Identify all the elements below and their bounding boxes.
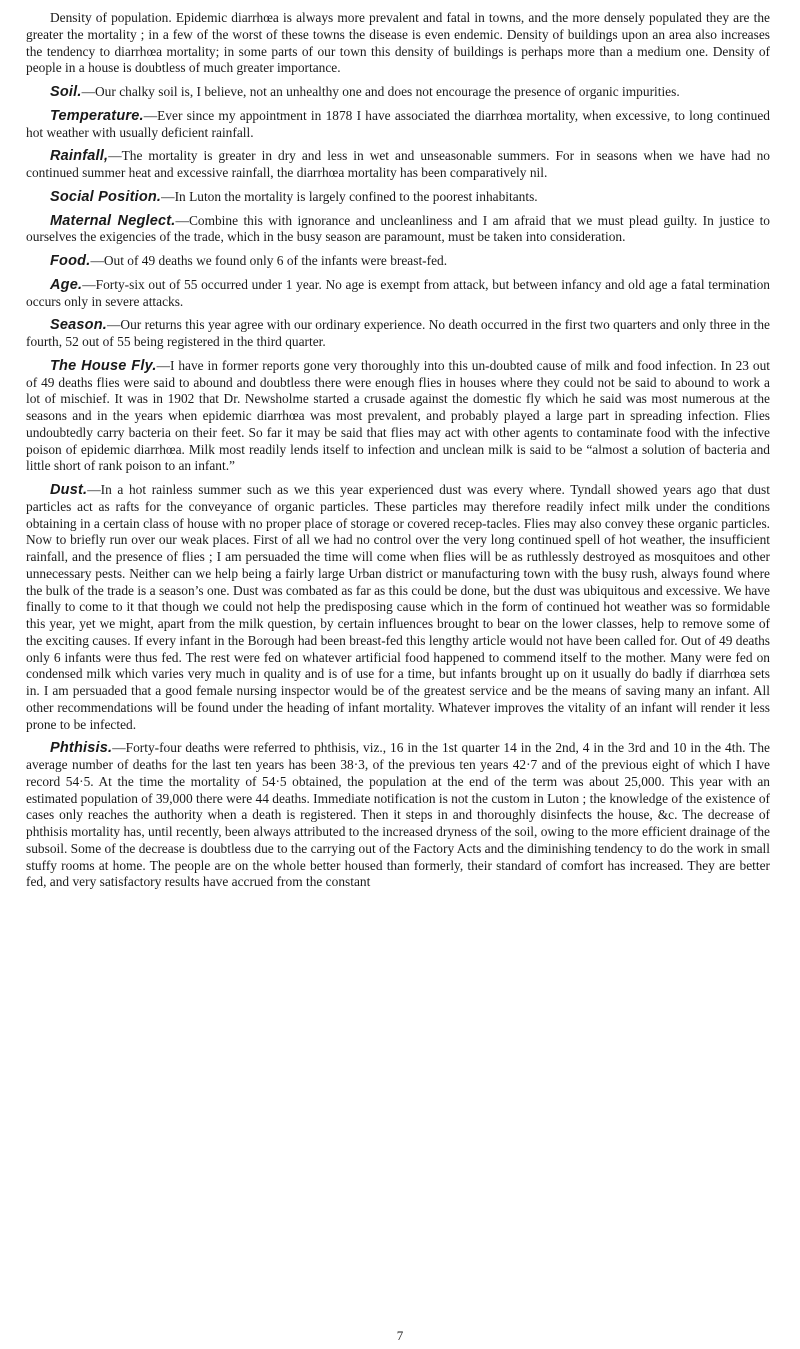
para-text: —In a hot rainless summer such as we this year experienced dust was every where. Tyndall showed years ago that dust particles act as rafts for the conveyance of organic particles. These particles may therefore readily infect milk under the conditions obtaining in a certain class of house with no proper place of storage or covered recep-tacles. Flies may also convey these organic particles. Now to briefly run over our weak places. First of all we had no control over the very long continued spell of hot weather, the insufficient rainfall, and the presence of flies ; I am persuaded the time will come when flies will be as ruthlessly destroyed as mosquitoes and other unnecessary pests. Neither can we help being a fairly large Urban district or manufacturing town with the busy rush, always found where the bulk of the trade is a season’s one. Dust was combated as far as this could be done, but the dust was ubiquitous and excessive. We have finally to come to it that though we could not help the predisposing cause which in the form of continued hot weather was so formidable this year, yet we might, apart from the milk question, by certain influences brought to bear on the lower classes, help to remove some of the exciting causes. If every infant in the Borough had been breast-fed this lengthy article would not have been called for. Out of 49 deaths only 6 infants were thus fed. The rest were fed on whatever artificial food happened to commend itself to the mother. Many were fed on condensed milk which varies very much in quality and is of use for a time, but infants brought up on it usually do badly if diarrhœa sets in. I am persuaded that a good female nursing inspector would be of the greatest service and be the means of saving many an infant. All other recommendations will be found under the heading of infant mortality. Whatever improves the vitality of an infant will render it less prone to be infected.: [26, 482, 770, 732]
para-heading: Phthisis.: [50, 740, 113, 757]
para-age: [26, 277, 770, 311]
para-soil: [26, 84, 770, 101]
para-heading: Dust.: [50, 482, 88, 498]
para-density: [26, 10, 770, 77]
para-text: —Our chalky soil is, I believe, not an unhealthy one and does not encourage the presence of organic impurities.: [81, 84, 680, 99]
para-food: [26, 253, 770, 270]
para-text: —Ever since my appointment in 1878 I have associated the diarrhœa mortality, when excessive, to long continued hot weather with usually deficient rainfall.: [26, 107, 770, 140]
para-social-position: [26, 189, 770, 206]
para-heading: Food.: [50, 253, 91, 269]
para-house-fly: [26, 358, 770, 475]
para-heading: Rainfall,: [50, 148, 109, 165]
para-maternal-neglect: [26, 213, 770, 247]
para-text: —I have in former reports gone very thoroughly into this un-doubted cause of milk and food infection. In 23 out of 49 deaths flies were said to abound and doubtless there were enough flies in houses where they could not be said to abound to work a lot of mischief. It was in 1902 that Dr. Newsholme started a crusade against the domestic fly which he said was most numerous at the seasons and in the years when epidemic diarrhœa was most prevalent, and probably played a large part in spreading infection. Flies undoubtedly carry bacteria on their feet. So far it may be said that flies may act with other agents to contaminate food with the infective poison of epidemic diarrhœa. Milk most readily lends itself to infection and unclean milk is said to be “almost a solution of bacteria and little short of rank poison to an infant.”: [26, 357, 771, 474]
para-temperature: [26, 108, 770, 142]
para-text: —Combine this with ignorance and uncleanliness and I am afraid that we must plead guilty. In justice to ourselves the exigencies of the trade, which in the busy season are paramount, must be taken into consideration.: [26, 212, 771, 245]
para-heading: Maternal Neglect.: [50, 212, 176, 229]
para-text: —Out of 49 deaths we found only 6 of the infants were breast-fed.: [90, 253, 448, 268]
para-season: [26, 317, 770, 351]
para-rainfall: [26, 148, 770, 182]
para-heading: Temperature.: [50, 107, 144, 124]
para-text: —In Luton the mortality is largely confined to the poorest inhabitants.: [161, 188, 538, 204]
para-phthisis: [26, 740, 770, 891]
page-number: 7: [396, 1328, 404, 1343]
para-heading: Social Position.: [50, 188, 162, 205]
para-heading: Season.: [50, 317, 108, 334]
para-text: —The mortality is greater in dry and less in wet and unseasonable summers. For in seasons when we have had no continued summer heat and excessive rainfall, the diarrhœa mortality has been comparatively nil.: [26, 148, 770, 180]
para-text: Density of population. Epidemic diarrhœa is always more prevalent and fatal in towns, and the more densely populated they are the greater the mortality ; in a few of the worst of these towns the disease is even endemic. Density of buildings upon an area also increases the tendency to diarrhœa mortality; in some parts of our town this density of buildings is perhaps more than a medium one. Density of people in a house is doubtless of much greater importance.: [26, 10, 770, 76]
para-text: —Our returns this year agree with our ordinary experience. No death occurred in the first two quarters and only three in the fourth, 52 out of 55 being registered in the third quarter.: [26, 317, 770, 349]
para-text: —Forty-six out of 55 occurred under 1 year. No age is exempt from attack, but between infancy and old age a fatal termination occurs only in severe attacks.: [26, 276, 770, 309]
para-heading: The House Fly.: [50, 357, 157, 374]
para-text: —Forty-four deaths were referred to phthisis, viz., 16 in the 1st quarter 14 in the 2nd, 4 in the 3rd and 10 in the 4th. The average number of deaths for the last ten years has been 38·3, of the previous ten years 42·7 and of the previous eight of which I have record 54·5. At the time the mortality of 54·5 obtained, the population at the end of the term was about 25,000. This year with an estimated population of 39,000 there were 44 deaths. Immediate notification is not the custom in Luton ; the knowledge of the existence of cases only reaches the authority when a death is registered. Then it steps in and thoroughly disinfects the house, &c. The decrease of phthisis mortality has, until recently, been always attributed to the increased dryness of the soil, owing to the more efficient drainage of the subsoil. Some of the decrease is doubtless due to the carrying out of the Factory Acts and the diminishing tendency to do the work in small stuffy rooms at home. The people are on the whole better housed than formerly, their standard of comfort has increased. They are better fed, and very satisfactory results have accrued from the constant: [26, 740, 770, 890]
para-heading: Soil.: [50, 84, 82, 100]
para-dust: [26, 482, 770, 733]
para-heading: Age.: [50, 276, 83, 293]
